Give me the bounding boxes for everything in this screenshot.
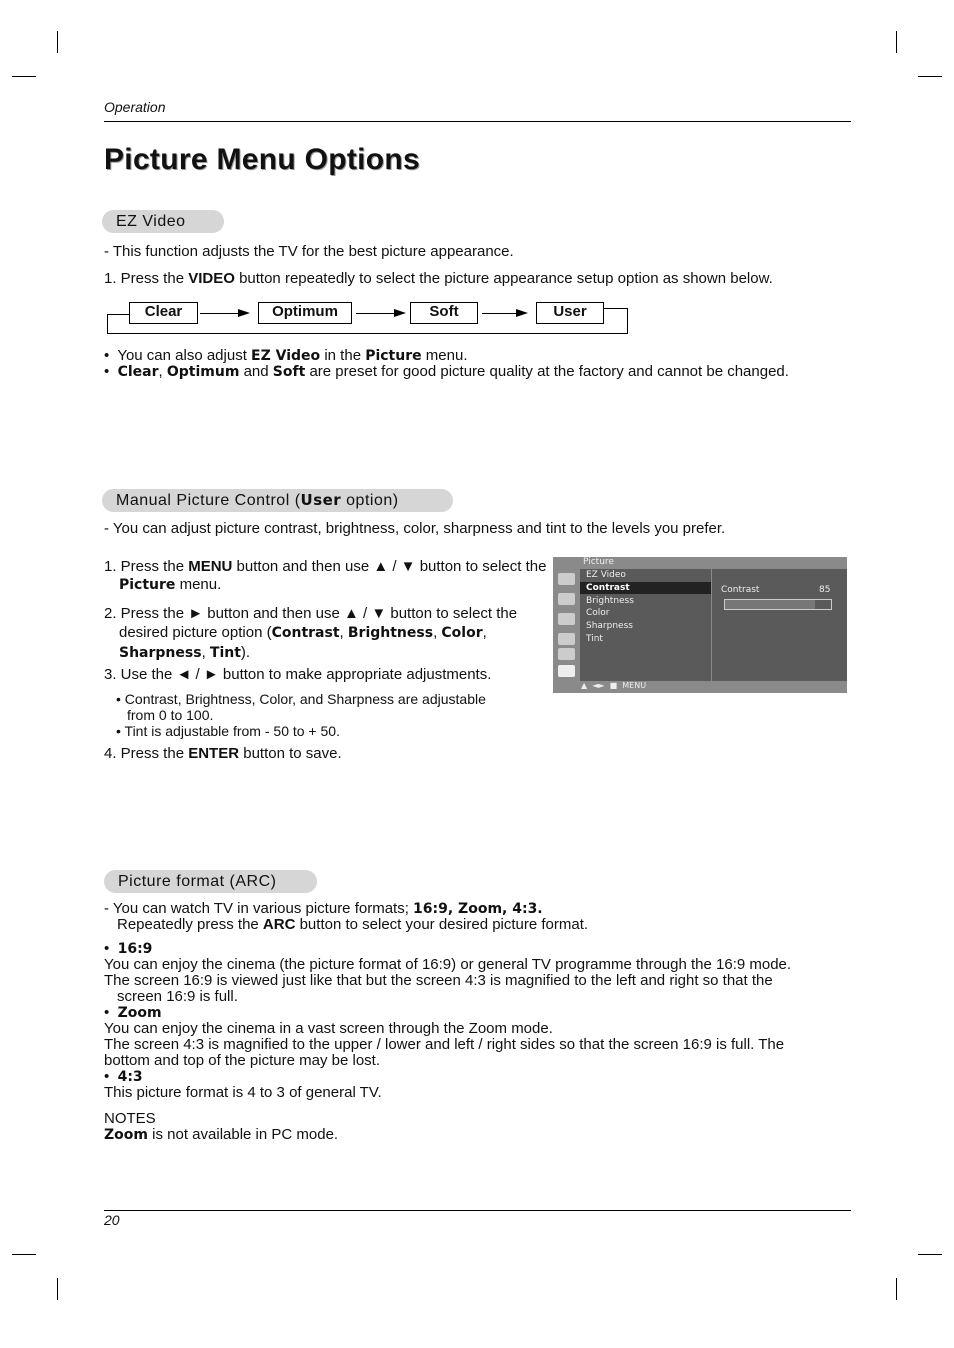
format-16-9-title: 16:9: [117, 941, 153, 957]
ez-video-note-2: • Clear, Optimum and Soft are preset for good picture quality at the factory and cannot be changed.: [104, 363, 789, 380]
crop-mark: [918, 1254, 942, 1255]
section-heading-manual: Manual Picture Control (User option): [102, 489, 453, 512]
manual-step-3: 3. Use the ◄ / ► button to make appropriate adjustments.: [104, 666, 492, 683]
osd-sound-icon: [558, 613, 575, 625]
manual-step-1: 1. Press the MENU button and then use ▲ / ▼ button to select the Picture menu.: [104, 558, 547, 593]
crop-mark: [57, 1278, 58, 1300]
osd-value-label: Contrast: [721, 585, 760, 595]
osd-tv-icon: [558, 665, 575, 677]
osd-footer: ▲ ◄► ■ MENU: [581, 681, 647, 690]
picture-menu-osd: [553, 557, 847, 693]
manual-step-2: 2. Press the ► button and then use ▲ / ▼ button to select the desired picture option (Contrast, Brightness, Color, Sharpness, Tint).: [104, 605, 518, 661]
ez-video-note-1: • You can also adjust EZ Video in the Picture menu.: [104, 347, 468, 364]
section-heading-arc: Picture format (ARC): [104, 870, 317, 893]
mode-soft-box: Soft: [410, 302, 478, 324]
format-4-3-title: 4:3: [117, 1069, 143, 1085]
osd-screen-icon: [558, 593, 575, 605]
osd-item: EZ Video: [586, 570, 626, 580]
osd-item: Sharpness: [586, 621, 633, 631]
header-rule: [104, 121, 851, 122]
crop-mark: [896, 31, 897, 53]
osd-item: Brightness: [586, 596, 634, 606]
crop-mark: [12, 76, 36, 77]
osd-item: Tint: [586, 634, 603, 644]
osd-value-bar-fill: [725, 600, 815, 609]
osd-item-selected: Contrast: [586, 583, 630, 593]
section-header: Operation: [104, 99, 166, 115]
osd-option-icon: [558, 648, 575, 660]
footer-rule: [104, 1210, 851, 1211]
mode-clear-box: Clear: [129, 302, 198, 324]
section-heading-ez-video: EZ Video: [102, 210, 224, 233]
manual-bullets: • Contrast, Brightness, Color, and Sharpness are adjustable from 0 to 100. • Tint is adjustable from - 50 to + 50.: [116, 691, 486, 739]
osd-item: Color: [586, 608, 610, 618]
page-title: Picture Menu Options: [104, 143, 421, 176]
crop-mark: [12, 1254, 36, 1255]
format-zoom-title: Zoom: [117, 1005, 162, 1021]
osd-value-bar: [724, 599, 832, 610]
ez-video-step-1: 1. Press the VIDEO button repeatedly to select the picture appearance setup option as shown below.: [104, 270, 773, 287]
mode-user-box: User: [536, 302, 604, 324]
crop-mark: [918, 76, 942, 77]
manual-step-4: 4. Press the ENTER button to save.: [104, 745, 342, 762]
arc-intro: - You can watch TV in various picture formats; 16:9, Zoom, 4:3. Repeatedly press the ARC button to select your desired picture format.: [104, 900, 589, 933]
osd-value-panel: [712, 569, 847, 681]
page-number: 20: [104, 1212, 120, 1228]
osd-menu-title: Picture: [583, 557, 614, 567]
crop-mark: [896, 1278, 897, 1300]
crop-mark: [57, 31, 58, 53]
osd-value: 85: [819, 585, 831, 595]
mode-optimum-box: Optimum: [258, 302, 352, 324]
arc-formats: • 16:9 You can enjoy the cinema (the picture format of 16:9) or general TV programme through the 16:9 mode. The screen 16:9 is viewed just like that but the screen 4:3 is magnified to the left and right so that the screen 16:9 is full. • Zoom You can enjoy the cinema in a vast screen through the Zoom mode. The screen 4:3 is magnified to the upper / lower and left / right sides so that the screen 16:9 is full. The bottom and top of the picture may be lost. • 4:3 This picture format is 4 to 3 of general TV. NOTES Zoom is not available in PC mode.: [104, 940, 792, 1143]
ez-video-intro: - This function adjusts the TV for the best picture appearance.: [104, 243, 514, 260]
osd-time-icon: [558, 633, 575, 645]
manual-intro: - You can adjust picture contrast, brightness, color, sharpness and tint to the levels you prefer.: [104, 520, 726, 537]
osd-picture-icon: [558, 573, 575, 585]
